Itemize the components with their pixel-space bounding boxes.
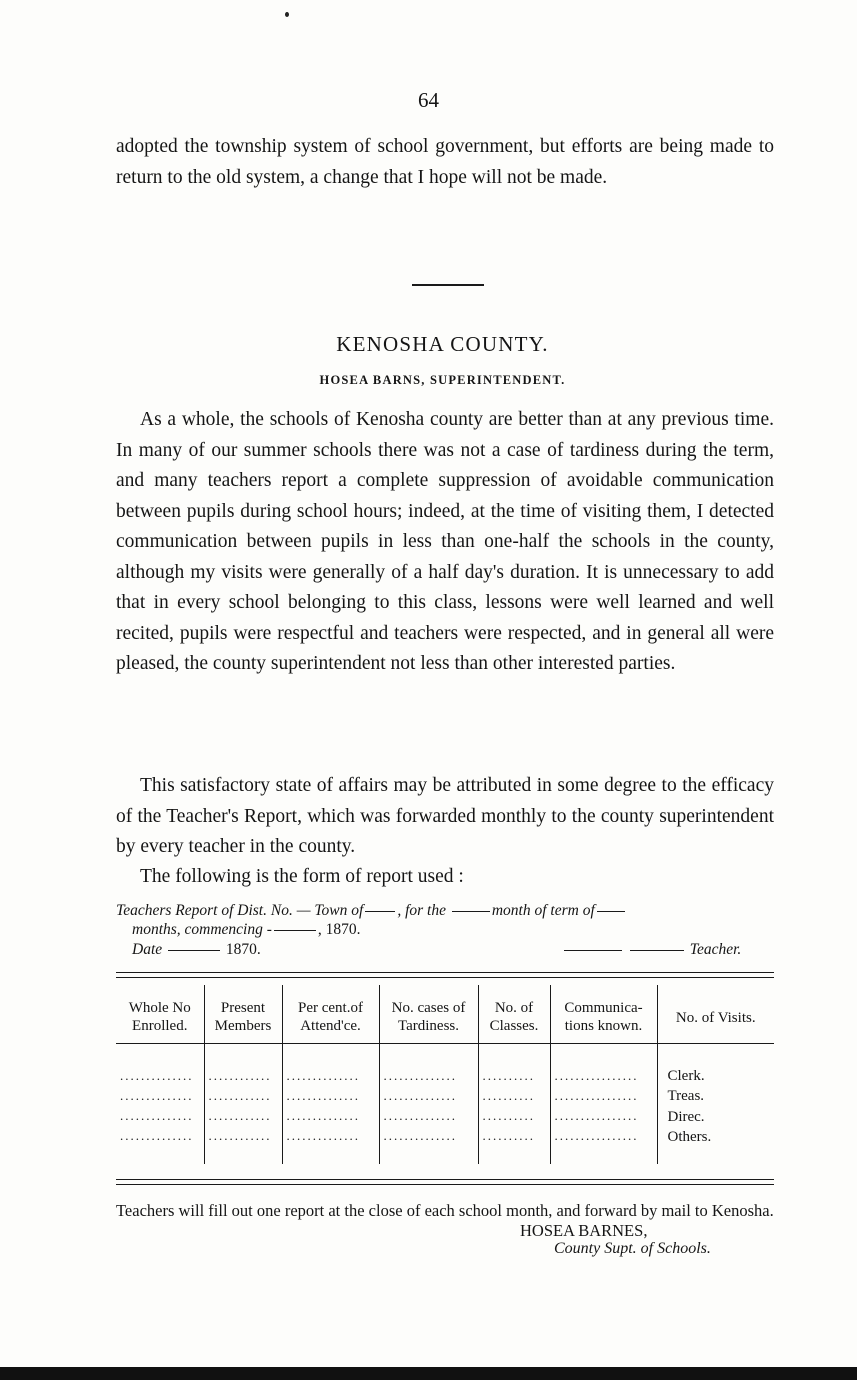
body-paragraph-3: The following is the form of report used : <box>140 866 464 887</box>
blank-cell <box>379 1043 478 1164</box>
dot-leaders: .......... .......... .......... .......... <box>482 1067 535 1143</box>
col-header-communications: Communica- tions known. <box>550 985 657 1043</box>
blank-cell <box>478 1043 550 1164</box>
scan-bottom-edge <box>0 1367 857 1380</box>
table-bottom-rule-1 <box>116 1179 774 1180</box>
blank-cell <box>204 1043 282 1164</box>
blank-line <box>168 950 220 951</box>
form-date-label: Date <box>132 941 163 958</box>
visit-direc: Direc. <box>667 1108 705 1125</box>
form-line-2 <box>132 921 361 939</box>
table-top-rule-2 <box>116 977 774 978</box>
section-heading: KENOSHA COUNTY. <box>336 332 549 356</box>
visits-cell <box>657 1043 774 1164</box>
body-paragraph-2: This satisfactory state of affairs may be attributed in some degree to the efficacy of the Teacher's Report, which was forwarded monthly to the county superintendent by every teacher in the county. <box>116 775 774 857</box>
form-line-1-b: Town of <box>314 902 364 919</box>
form-year: 1870. <box>225 941 261 958</box>
dot-leaders: .............. .............. .............. .............. <box>286 1067 360 1143</box>
section-divider <box>412 284 484 286</box>
visit-treas: Treas. <box>667 1088 705 1104</box>
body-paragraph-1: As a whole, the schools of Kenosha county are better than at any previous time. In many of our summer schools there was not a case of tardiness during the term, and many teachers report a complete suppression of avoidable communication between pupils during school hours; indeed, at the time of visiting them, I detected communication between pupils in less than one-half the schools in the county, although my visits were generally of a half day's duration. It is unnecessary to add that in every school belonging to this class, lessons were well learned and well recited, pupils were respectful and teachers were respected, and in general all were pleased, the county superintendent not less than other interested parties. <box>116 409 774 674</box>
blank-line <box>597 911 625 912</box>
page-number: 64 <box>418 88 439 112</box>
table-bottom-rule-2 <box>116 1184 774 1185</box>
blank-cell <box>116 1043 204 1164</box>
table-header-row <box>116 985 774 1043</box>
blank-line <box>365 911 395 912</box>
col-header-attendance: Per cent.of Attend'ce. <box>282 985 379 1043</box>
form-line-1-d: month of term of <box>491 902 595 919</box>
form-line-2-a: months, commencing - <box>132 921 272 938</box>
blank-line <box>274 930 316 931</box>
blank-cell <box>550 1043 657 1164</box>
dot-leaders: ................ ................ ................ ................ <box>554 1067 639 1143</box>
visit-others: Others. <box>667 1129 712 1145</box>
report-form-table <box>116 985 774 1164</box>
dot-leaders: ............ ............ ............ ............ <box>208 1067 272 1143</box>
intro-paragraph: adopted the township system of school government, but efforts are being made to return to the old system, a change that I hope will not be made. <box>116 136 774 188</box>
form-line-2-b: , 1870. <box>317 921 361 938</box>
dot-leaders: .............. .............. .............. .............. <box>383 1067 457 1143</box>
form-line-1 <box>116 902 627 920</box>
form-line-1-a: Teachers Report of Dist. No. — <box>116 902 311 919</box>
form-teacher-label: Teacher. <box>689 941 742 958</box>
blank-line <box>630 950 684 951</box>
blank-cell <box>282 1043 379 1164</box>
form-line-3 <box>132 941 261 959</box>
dot-leaders: .............. .............. .............. .............. <box>120 1067 194 1143</box>
blank-line <box>564 950 622 951</box>
section-subheading: HOSEA BARNS, SUPERINTENDENT. <box>319 373 566 387</box>
col-header-tardiness: No. cases of Tardiness. <box>379 985 478 1043</box>
table-top-rule-1 <box>116 972 774 973</box>
scan-speck <box>285 12 289 17</box>
blank-line <box>452 911 490 912</box>
col-header-visits: No. of Visits. <box>657 985 774 1043</box>
form-line-1-c: , for the <box>397 902 446 919</box>
signature-title: County Supt. of Schools. <box>554 1240 711 1257</box>
visit-clerk: Clerk. <box>667 1067 705 1084</box>
col-header-present: Present Members <box>204 985 282 1043</box>
table-body-row <box>116 1043 774 1164</box>
col-header-classes: No. of Classes. <box>478 985 550 1043</box>
signature-name: HOSEA BARNES, <box>520 1221 648 1240</box>
footer-instruction: Teachers will fill out one report at the close of each school month, and forward by mail to Kenosha. <box>116 1201 774 1220</box>
col-header-enrolled: Whole No Enrolled. <box>116 985 204 1043</box>
form-teacher-line <box>562 941 741 959</box>
